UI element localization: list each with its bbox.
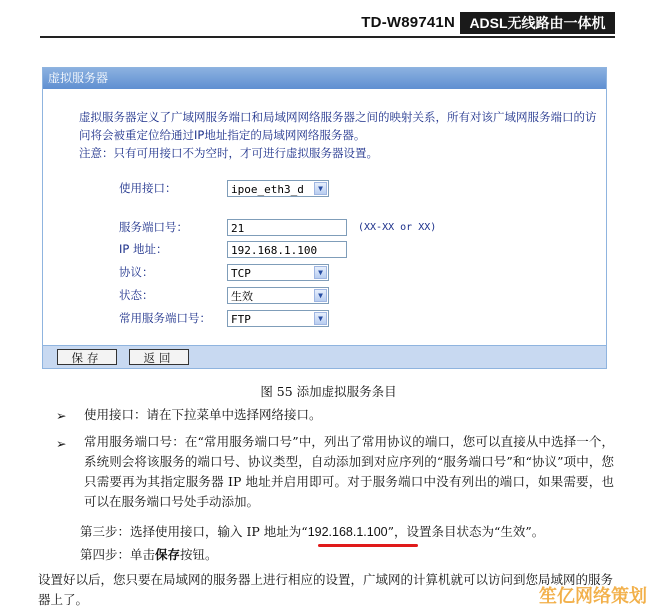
virtual-server-panel	[42, 67, 607, 369]
save-button[interactable]: 保存	[57, 349, 117, 365]
common-port-value: FTP	[231, 313, 251, 326]
interface-select[interactable]	[227, 180, 329, 197]
status-value: 生效	[231, 290, 253, 303]
button-bar	[43, 345, 606, 368]
status-select[interactable]	[227, 287, 329, 304]
figure-caption: 图 55 添加虚拟服务条目	[260, 384, 397, 399]
port-hint: (XX-XX or XX)	[358, 222, 437, 233]
step-three-ip: 192.168.1.100	[307, 525, 388, 539]
bullet-marker: ➢	[56, 436, 67, 451]
chevron-down-icon: ▼	[314, 266, 327, 279]
interface-label: 使用接口：	[119, 181, 177, 195]
bullet-interface: 使用接口：请在下拉菜单中选择网络接口。	[84, 407, 322, 422]
step-three-suffix: ”，设置条目状态为“生效”。	[387, 524, 545, 539]
panel-note: 注意：只有可用接口不为空时，才可进行虚拟服务器设置。	[79, 146, 378, 160]
step-four-suffix: 按钮。	[180, 547, 218, 562]
common-port-label: 常用服务端口号：	[119, 311, 211, 325]
chevron-down-icon: ▼	[314, 289, 327, 302]
status-label: 状态：	[119, 288, 154, 302]
ip-input[interactable]: 192.168.1.100	[227, 241, 347, 258]
back-button[interactable]: 返回	[129, 349, 189, 365]
doc-header	[40, 12, 615, 38]
step-four-bold: 保存	[155, 547, 181, 562]
model-name: TD-W89741N	[361, 14, 455, 31]
step-four	[80, 545, 218, 563]
protocol-select[interactable]	[227, 264, 329, 281]
panel-title: 虚拟服务器	[43, 68, 606, 89]
step-three	[80, 522, 544, 540]
highlight-underline	[318, 544, 418, 547]
protocol-label: 协议：	[119, 265, 154, 279]
panel-description: 虚拟服务器定义了广域网服务端口和局域网网络服务器之间的映射关系，所有对该广域网服务端口的访问将会被重定位给通过IP地址指定的局域网网络服务器。	[79, 110, 597, 142]
final-paragraph: 设置好以后，您只要在局域网的服务器上进行相应的设置，广域网的计算机就可以访问到您局域网的服务器上了。	[38, 572, 614, 607]
product-name: ADSL无线路由一体机	[460, 12, 615, 34]
port-label: 服务端口号：	[119, 220, 188, 234]
protocol-value: TCP	[231, 267, 251, 280]
common-port-select[interactable]	[227, 310, 329, 327]
bullet-common-port: 常用服务端口号：在“常用服务端口号”中，列出了常用协议的端口，您可以直接从中选择一个，系统则会将该服务的端口号、协议类型，自动添加到对应序列的“服务端口号”和“协议”项中，您只需要再为其指定服务器 IP 地址并启用即可。对于服务端口中没有列出的端口，如果需要，也可以在服务端口号处手动添加。	[84, 434, 614, 509]
ip-label: IP 地址：	[119, 242, 168, 256]
chevron-down-icon: ▼	[314, 312, 327, 325]
interface-value: ipoe_eth3_d	[231, 183, 304, 196]
bullet-marker: ➢	[56, 408, 67, 423]
step-three-prefix: 第三步：选择使用接口，输入 IP 地址为“	[80, 524, 308, 539]
port-input[interactable]: 21	[227, 219, 347, 236]
watermark: 笙亿网络策划	[539, 586, 647, 607]
step-four-prefix: 第四步：单击	[80, 547, 156, 562]
chevron-down-icon: ▼	[314, 182, 327, 195]
